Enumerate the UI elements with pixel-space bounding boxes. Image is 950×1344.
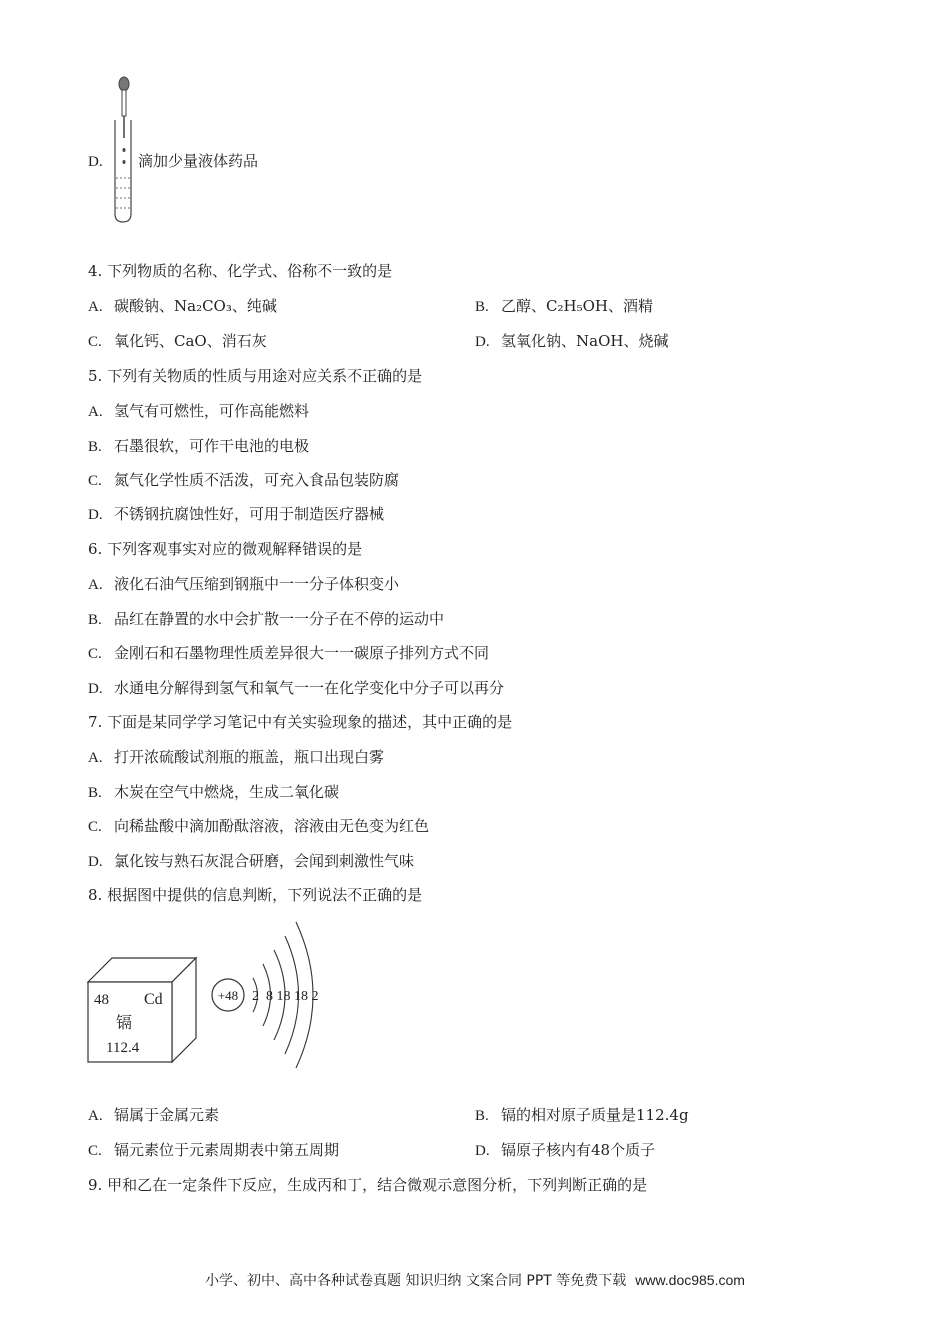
element-number: 48 [94,992,109,1008]
option-letter: B. [475,299,489,315]
element-mass: 112.4 [106,1040,140,1056]
footer-url[interactable]: www.doc985.com [635,1272,745,1288]
option-text: 向稀盐酸中滴加酚酞溶液，溶液由无色变为红色 [114,817,430,835]
q7-option-d [88,851,414,872]
q4-option-c [88,331,267,352]
q8-option-b [475,1105,689,1126]
option-text: 不锈钢抗腐蚀性好，可用于制造医疗器械 [114,505,385,523]
q7-option-c [88,816,429,837]
q5-option-c [88,470,399,491]
option-text: 氢氧化钠、NaOH、烧碱 [501,332,669,350]
q8-option-c [88,1140,339,1161]
option-letter: A. [88,404,103,420]
q4-option-a [88,296,277,317]
option-text: 金刚石和石墨物理性质差异很大一一碳原子排列方式不同 [114,644,490,662]
option-letter: A. [88,577,103,593]
atom-structure-diagram [208,918,333,1078]
element-card [86,956,201,1064]
q6-option-d [88,678,504,699]
option-text: 镉的相对原子质量是112.4g [501,1106,689,1124]
option-letter: D. [88,681,103,697]
q4-option-b [475,296,653,317]
option-text: 石墨很软，可作干电池的电极 [114,437,310,455]
option-text: 氢气有可燃性，可作高能燃料 [114,402,310,420]
option-text: 氧化钙、CaO、消石灰 [114,332,267,350]
option-letter: D. [475,1143,490,1159]
option-text: 乙醇、C₂H₅OH、酒精 [501,297,653,315]
option-text: 木炭在空气中燃烧，生成二氧化碳 [114,783,340,801]
option-text: 品红在静置的水中会扩散一一分子在不停的运动中 [114,610,445,628]
q6-option-a [88,574,399,595]
option-letter: B. [88,612,102,628]
q7-option-a [88,747,384,768]
option-text: 氯化铵与熟石灰混合研磨，会闻到刺激性气味 [114,852,415,870]
footer-text: 小学、初中、高中各种试卷真题 知识归纳 文案合同 PPT 等免费下载 [205,1273,627,1289]
nucleus-charge: +48 [217,988,239,1003]
q5-option-d [88,504,384,525]
element-name: 镉 [116,1013,133,1032]
q7-option-b [88,782,339,803]
option-letter: A. [88,750,103,766]
q8-option-d [475,1140,655,1161]
q5-option-a [88,401,309,422]
question-9-stem: 9. 甲和乙在一定条件下反应，生成丙和丁，结合微观示意图分析，下列判断正确的是 [88,1176,648,1194]
option-letter: D. [88,854,103,870]
option-letter: D. [475,334,490,350]
q4-option-d [475,331,668,352]
option-text: 打开浓硫酸试剂瓶的瓶盖，瓶口出现白雾 [114,748,385,766]
option-d-dropper [88,151,258,172]
option-letter: C. [88,1143,102,1159]
option-text: 镉原子核内有48个质子 [501,1141,656,1159]
option-text: 碳酸钠、Na₂CO₃、纯碱 [114,297,277,315]
question-6-stem: 6. 下列客观事实对应的微观解释错误的是 [88,540,363,558]
option-letter: D. [88,154,103,170]
option-letter: B. [475,1108,489,1124]
option-letter: A. [88,1108,103,1124]
q5-option-b [88,436,309,457]
option-text: 镉属于金属元素 [114,1106,220,1124]
question-5-stem: 5. 下列有关物质的性质与用途对应关系不正确的是 [88,367,423,385]
q8-option-a [88,1105,219,1126]
option-text: 液化石油气压缩到钢瓶中一一分子体积变小 [114,575,400,593]
option-letter: C. [88,473,102,489]
page-footer [0,1270,950,1290]
question-7-stem: 7. 下面是某同学学习笔记中有关实验现象的描述，其中正确的是 [88,713,513,731]
option-text: 氮气化学性质不活泼，可充入食品包装防腐 [114,471,400,489]
option-letter: C. [88,819,102,835]
option-text: 镉元素位于元素周期表中第五周期 [114,1141,340,1159]
element-symbol: Cd [144,991,163,1008]
option-letter: B. [88,785,102,801]
option-letter: D. [88,507,103,523]
q6-option-b [88,609,444,630]
option-letter: C. [88,646,102,662]
q6-option-c [88,643,489,664]
question-4-stem: 4. 下列物质的名称、化学式、俗称不一致的是 [88,262,393,280]
option-text: 水通电分解得到氢气和氧气一一在化学变化中分子可以再分 [114,679,505,697]
question-8-stem: 8. 根据图中提供的信息判断，下列说法不正确的是 [88,886,423,904]
option-letter: C. [88,334,102,350]
option-letter: A. [88,299,103,315]
option-text: 滴加少量液体药品 [138,152,259,170]
electron-shells: 2 8 18 18 2 [252,989,319,1004]
option-letter: B. [88,439,102,455]
